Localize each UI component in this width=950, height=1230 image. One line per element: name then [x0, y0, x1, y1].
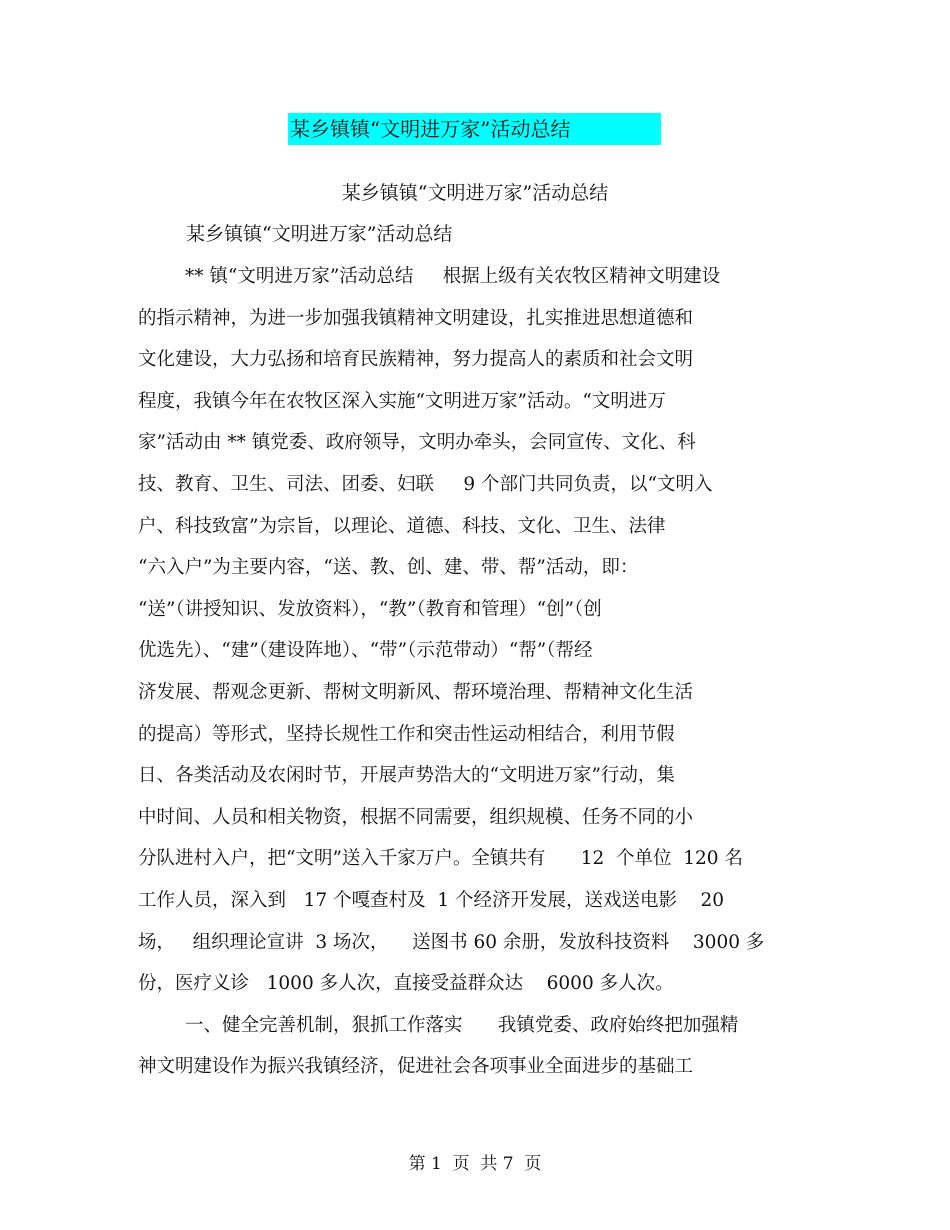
page-number: 第 1 页 共 7 页 [408, 1154, 542, 1174]
body-line: “六入户”为主要内容，“送、教、创、建、带、帮”活动，即： [138, 557, 639, 579]
body-line: 程度，我镇今年在农牧区深入实施“文明进万家”活动。“文明进万 [138, 390, 666, 412]
body-text [138, 262, 818, 1094]
document-heading: 某乡镇镇“文明进万家”活动总结 [186, 223, 453, 245]
body-line: 分队进村入户，把“文明”送入千家万户。全镇共有 12 个单位 120 名 [138, 848, 743, 870]
body-line: 神文明建设作为振兴我镇经济，促进社会各项事业全面进步的基础工 [138, 1056, 694, 1078]
body-line: ** 镇“文明进万家”活动总结 根据上级有关农牧区精神文明建设 [138, 266, 721, 287]
body-line: “送”（讲授知识、发放资料），“教”（教育和管理）“创”（创 [138, 598, 602, 620]
body-line: 济发展、帮观念更新、帮树文明新风、帮环境治理、帮精神文化生活 [138, 681, 694, 703]
body-line: 场， 组织理论宣讲 3 场次， 送图书 60 余册，发放科技资料 3000 多 [138, 931, 765, 953]
document-title: 某乡镇镇“文明进万家”活动总结 [288, 113, 661, 145]
body-line: 技、教育、卫生、司法、团委、妇联 9 个部门共同负责，以“文明入 [138, 473, 713, 495]
body-line: 优选先）、“建”（建设阵地）、“带”（示范带动）“帮”（帮经 [138, 640, 593, 662]
document-subtitle: 某乡镇镇“文明进万家”活动总结 [341, 182, 609, 204]
body-line: 的指示精神，为进一步加强我镇精神文明建设，扎实推进思想道德和 [138, 307, 694, 329]
body-line: 一、健全完善机制，狠抓工作落实 我镇党委、政府始终把加强精 [138, 1014, 739, 1036]
body-line: 户、科技致富”为宗旨，以理论、道德、科技、文化、卫生、法律 [138, 515, 666, 537]
body-line: 家”活动由 ** 镇党委、政府领导，文明办牵头，会同宣传、文化、科 [138, 432, 696, 454]
body-line: 的提高）等形式，坚持长规性工作和突击性运动相结合，利用节假 [138, 723, 675, 745]
body-line: 日、各类活动及农闲时节，开展声势浩大的“文明进万家”行动，集 [138, 765, 675, 787]
body-line: 份，医疗义诊 1000 多人次，直接受益群众达 6000 多人次。 [138, 973, 674, 995]
body-line: 中时间、人员和相关物资，根据不同需要，组织规模、任务不同的小 [138, 806, 694, 828]
body-line: 工作人员，深入到 17 个嘎查村及 1 个经济开发展，送戏送电影 20 [138, 889, 725, 911]
body-line: 文化建设，大力弘扬和培育民族精神，努力提高人的素质和社会文明 [138, 349, 694, 371]
